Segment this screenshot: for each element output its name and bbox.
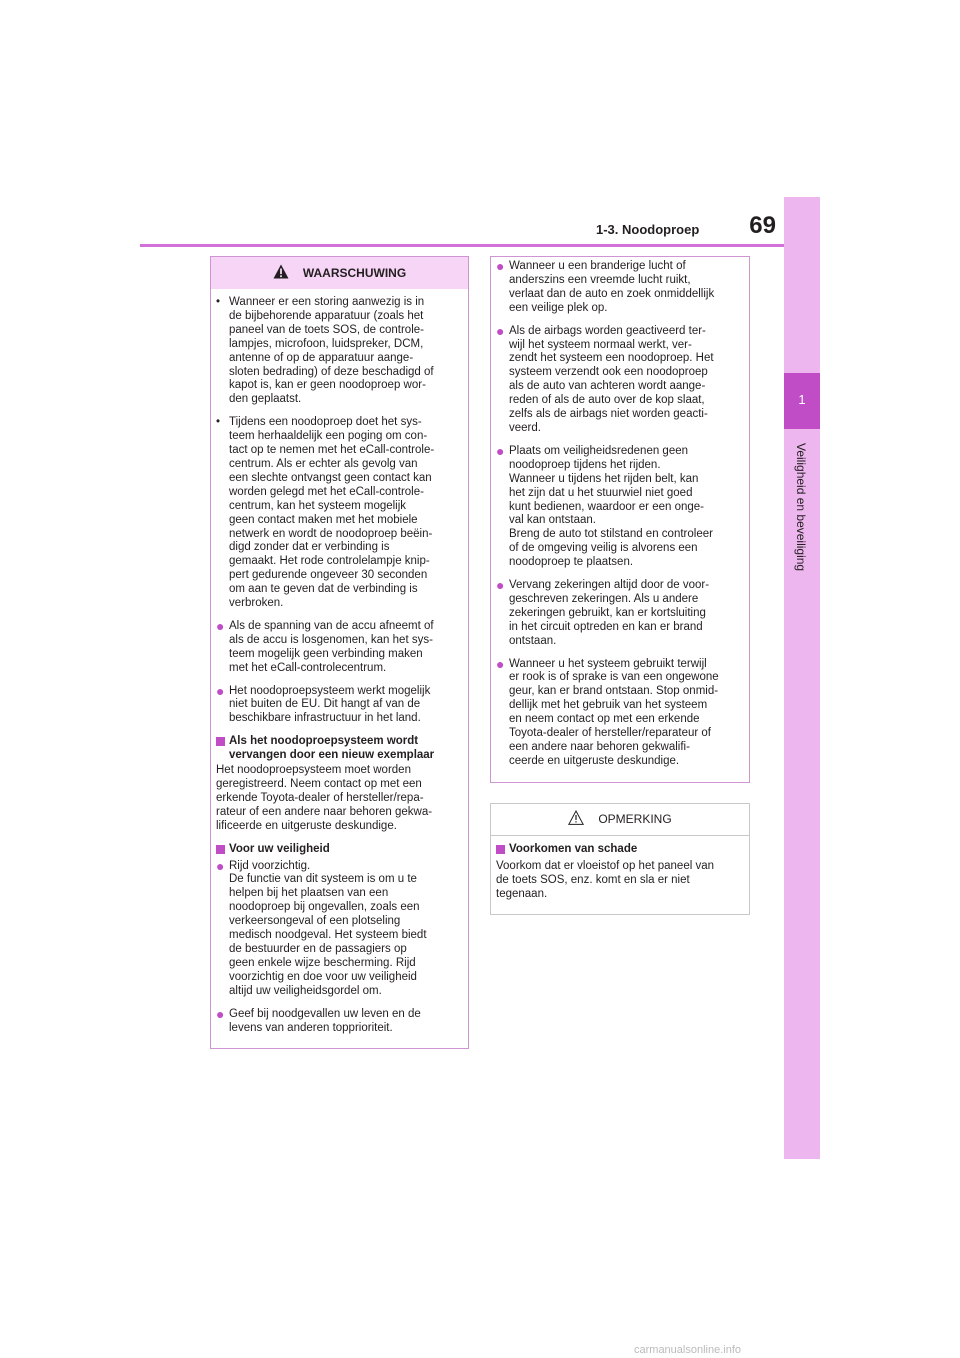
list-item-text: Tijdens een noodoproep doet het sys- teem herhaaldelijk een poging om con- tact op te nemen met het eCall-controle- centrum. Als er echter als gevolg van een slechte ontvangst geen contact kan worden gelegd met het eCall-controle- centrum, kan het systeem mogelijk geen contact maken met het mobiele netwerk en wordt de noodoproep beëin- digd zonder dat er verbinding is gemaakt. Het rode controlelampje knip- pert gedurende ongeveer 30 seconden om aan te geven dat de verbinding is verbroken.: [229, 416, 435, 610]
notice-header: [491, 804, 749, 836]
list-item-text: Als de airbags worden geactiveerd ter- wijl het systeem normaal werkt, ver- zendt het systeem een noodoproep. Het systeem verzendt ook een noodoproep als de auto van achteren wordt aange- reden of als de auto over de kop slaat, zelfs als de airbags niet worden geacti- veerd.: [509, 324, 714, 434]
circle-bullet-icon: ●: [216, 1005, 225, 1022]
circle-bullet-icon: ●: [496, 258, 505, 274]
list-item-text: Wanneer er een storing aanwezig is in de bijbehorende apparatuur (zoals het paneel van de toets SOS, de controle- lampjes, microfoon, luidspreker, DCM, antenne of op de apparatuur aange- sloten bedrading) of deze beschadigd of kapot is, kan er geen noodoproep wor- den geplaatst.: [229, 296, 434, 406]
warning-title: WAARSCHUWING: [302, 266, 407, 280]
paragraph: Het noodoproepsysteem moet worden geregistreerd. Neem contact op met een erkende Toyota-dealer of hersteller/repa- rateur of een andere naar behoren gekwa- lificeerde en uitgeruste deskundige.: [216, 764, 433, 832]
list-item-text: Het noodoproepsysteem werkt mogelijk niet buiten de EU. Dit hangt af van de beschikbare infrastructuur in het land.: [229, 684, 431, 725]
list-item: [216, 1005, 463, 1036]
caution-triangle-icon: [568, 810, 584, 828]
circle-bullet-icon: ●: [496, 442, 505, 459]
subheading: [216, 735, 463, 763]
notice-box: [490, 803, 750, 916]
subheading: [216, 843, 463, 859]
square-bullet-icon: [496, 843, 509, 859]
square-bullet-icon: [216, 843, 229, 859]
list-item-text: Als de spanning van de accu afneemt of als de accu is losgenomen, kan het sys- teem mogelijk geen verbinding maken met het eCall-controlecentrum.: [229, 619, 434, 674]
notice-title: OPMERKING: [598, 812, 672, 827]
warning-body-continued: [491, 257, 749, 782]
list-item: [216, 682, 463, 727]
subheading-text: Als het noodoproepsysteem wordt vervangen door een nieuw exemplaar: [229, 735, 435, 762]
page-header: [140, 214, 784, 254]
circle-bullet-icon: ●: [496, 322, 505, 339]
list-item-text: Plaats om veiligheidsredenen geen noodoproep tijdens het rijden. Wanneer u tijdens het rijden belt, kan het zijn dat u het stuurwiel niet goed kunt bedienen, waardoor er een onge- val kan ontstaan. Breng de auto tot stilstand en controleer of de omgeving veilig is alvorens een noodoproep te plaatsen.: [509, 444, 713, 569]
warning-triangle-icon: [273, 264, 289, 282]
side-tab: [784, 197, 820, 1159]
list-item-text: Wanneer u het systeem gebruikt terwijl er rook is of sprake is van een ongewone geur, kan er brand ontstaan. Stop onmid- dellijk met het gebruik van het systeem en neem contact op met een erkende Toyota-dealer of hersteller/reparateur of een andere naar behoren gekwalifi- ceerde en uitgeruste deskundige.: [509, 657, 719, 767]
circle-bullet-icon: ●: [496, 655, 505, 672]
list-item-text: Rijd voorzichtig. De functie van dit systeem is om u te helpen bij het plaatsen van een noodoproep bij ongevallen, zoals een verkeersongeval of een plotseling medisch noodgeval. Het systeem biedt de bestuurder en de passagiers op geen enkele wijze bescherming. Rijd voorzichtig en doe voor uw veiligheid altijd uw veiligheidsgordel om.: [229, 859, 427, 997]
list-item: [216, 617, 463, 676]
list-item: [216, 416, 463, 611]
circle-bullet-icon: ●: [216, 617, 225, 634]
bullet-mark: •: [216, 296, 221, 308]
chapter-number: 1: [798, 392, 806, 407]
section-title: 1-3. Noodoproep: [596, 222, 700, 237]
list-item: [496, 322, 744, 436]
list-item: [496, 579, 744, 649]
watermark: carmanualsonline.info: [634, 1344, 742, 1356]
paragraph: Voorkom dat er vloeistof op het paneel van de toets SOS, enz. komt en sla er niet tegenaan.: [496, 859, 715, 900]
warning-header: [211, 257, 468, 289]
warning-box-continued: [490, 256, 750, 783]
warning-box: [210, 256, 469, 1049]
chapter-marker: [784, 373, 820, 429]
right-column: [490, 256, 750, 915]
subheading-text: Voorkomen van schade: [509, 842, 638, 855]
bullet-mark: •: [216, 416, 221, 429]
chapter-title: Veiligheid en beveiliging: [794, 443, 808, 572]
list-item-text: Wanneer u een branderige lucht of anderszins een vreemde lucht ruikt, verlaat dan de auto en zoek onmiddellijk een veilige plek op.: [509, 260, 715, 314]
list-item: [216, 857, 463, 999]
left-column: [210, 256, 469, 1049]
square-bullet-icon: [216, 735, 229, 763]
page-number: 69: [749, 212, 776, 239]
subheading-text: Voor uw veiligheid: [229, 842, 330, 855]
list-item: [496, 655, 744, 769]
notice-body: [491, 836, 749, 915]
header-rule: [140, 244, 784, 247]
list-item-text: Vervang zekeringen altijd door de voor- geschreven zekeringen. Als u andere zekeringen gebruikt, kan er kortsluiting in het circuit optreden en kan er brand ontstaan.: [509, 579, 710, 647]
circle-bullet-icon: ●: [496, 577, 505, 594]
list-item: [496, 260, 744, 316]
list-item: [216, 296, 463, 407]
circle-bullet-icon: ●: [216, 857, 225, 874]
list-item: [496, 442, 744, 570]
subheading: [496, 843, 744, 859]
list-item-text: Geef bij noodgevallen uw leven en de levens van anderen topprioriteit.: [229, 1007, 421, 1034]
circle-bullet-icon: ●: [216, 682, 225, 699]
warning-body: [211, 289, 468, 1048]
